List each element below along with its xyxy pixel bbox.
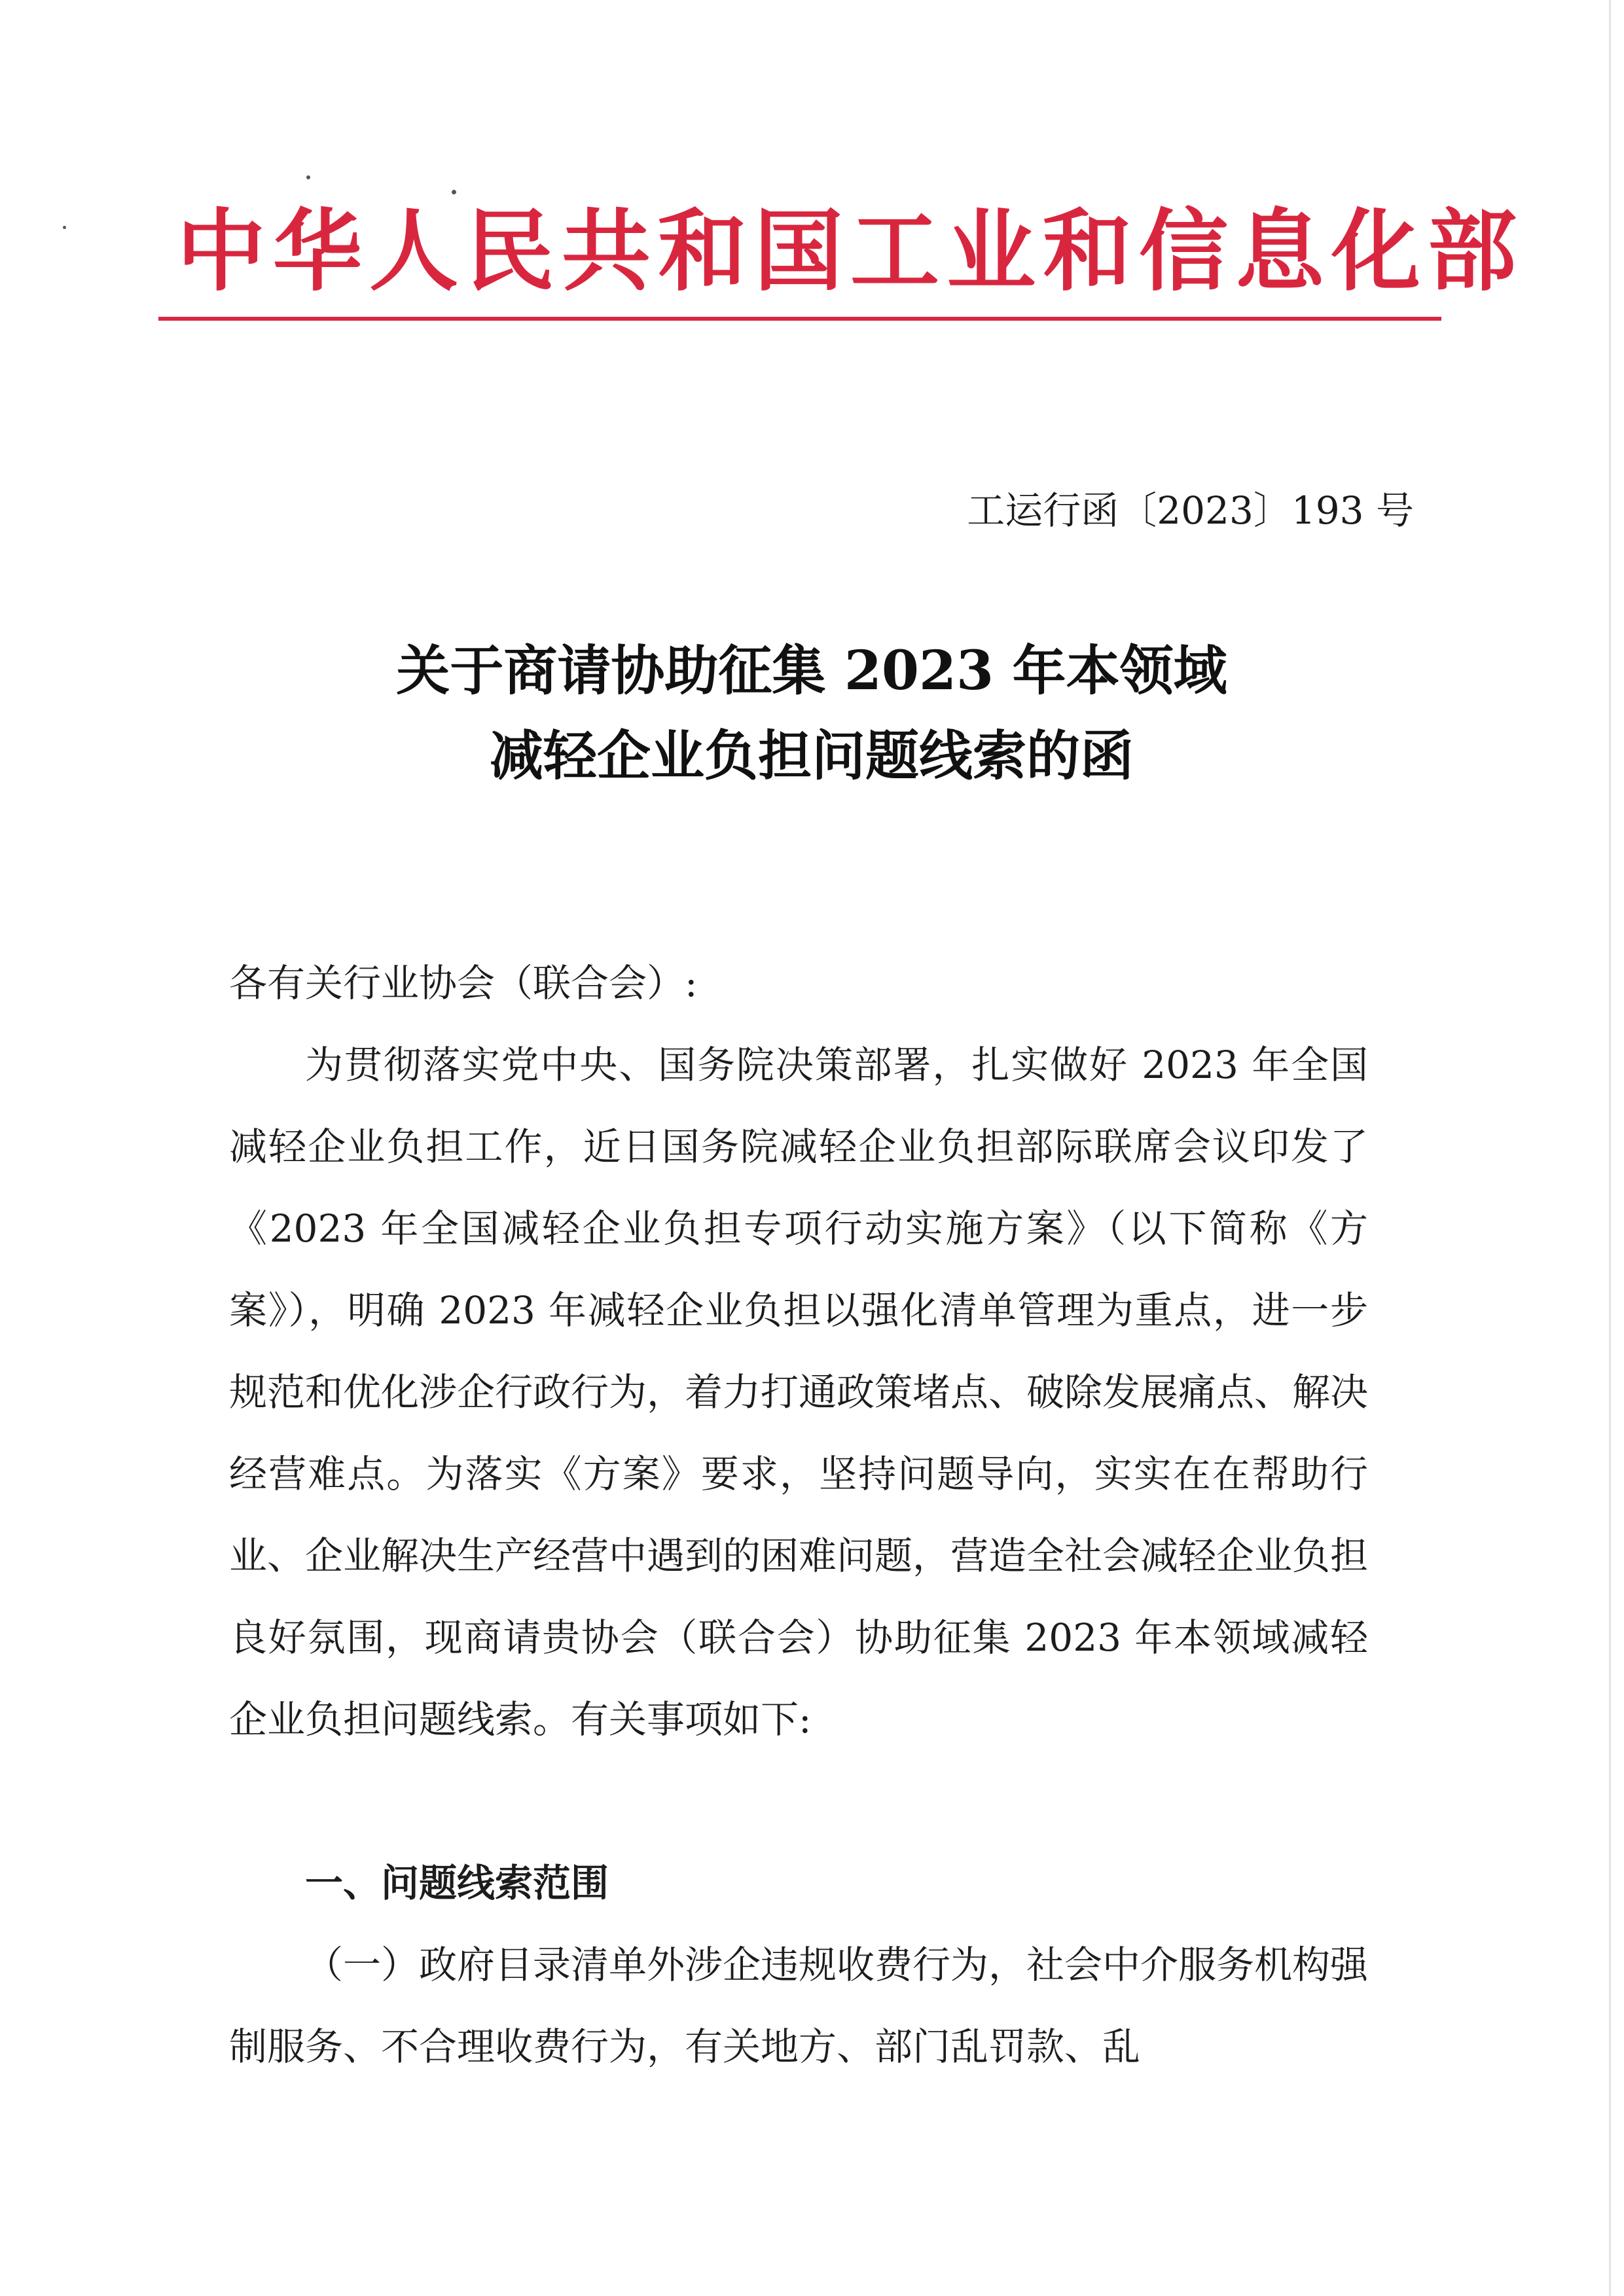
issuing-organization-header: 中华人民共和国工业和信息化部: [177, 200, 1524, 304]
scan-speck: [306, 175, 310, 179]
document-title-line-1: 关于商请协助征集 2023 年本领域: [396, 639, 1227, 702]
scan-edge: [1609, 0, 1611, 2296]
document-title: [196, 628, 1427, 798]
scan-speck: [452, 190, 456, 194]
salutation: 各有关行业协会（联合会）:: [229, 961, 698, 1005]
body-paragraph-2: （一）政府目录清单外涉企违规收费行为，社会中介服务机构强制服务、不合理收费行为，有关地方、部门乱罚款、乱: [229, 1943, 1369, 2069]
section-heading-1: 一、问题线索范围: [305, 1861, 609, 1905]
scan-speck: [63, 226, 66, 229]
document-number: 工运行函〔2023〕193 号: [967, 488, 1414, 533]
header-red-rule: [158, 317, 1441, 321]
document-title-line-2: 减轻企业负担问题线索的函: [489, 725, 1134, 787]
body-paragraph-1: 为贯彻落实党中央、国务院决策部署，扎实做好 2023 年全国减轻企业负担工作，近日国务院减轻企业负担部际联席会议印发了《2023 年全国减轻企业负担专项行动实施方案》（以下简称《方案》），明确 2023 年减轻企业负担以强化清单管理为重点，进一步规范和优化涉企行政行为，着力打通政策堵点、破除发展痛点、解决经营难点。为落实《方案》要求，坚持问题导向，实实在在帮助行业、企业解决生产经营中遇到的困难问题，营造全社会减轻企业负担良好氛围，现商请贵协会（联合会）协助征集 2023 年本领域减轻企业负担问题线索。有关事项如下:: [229, 1043, 1369, 1742]
